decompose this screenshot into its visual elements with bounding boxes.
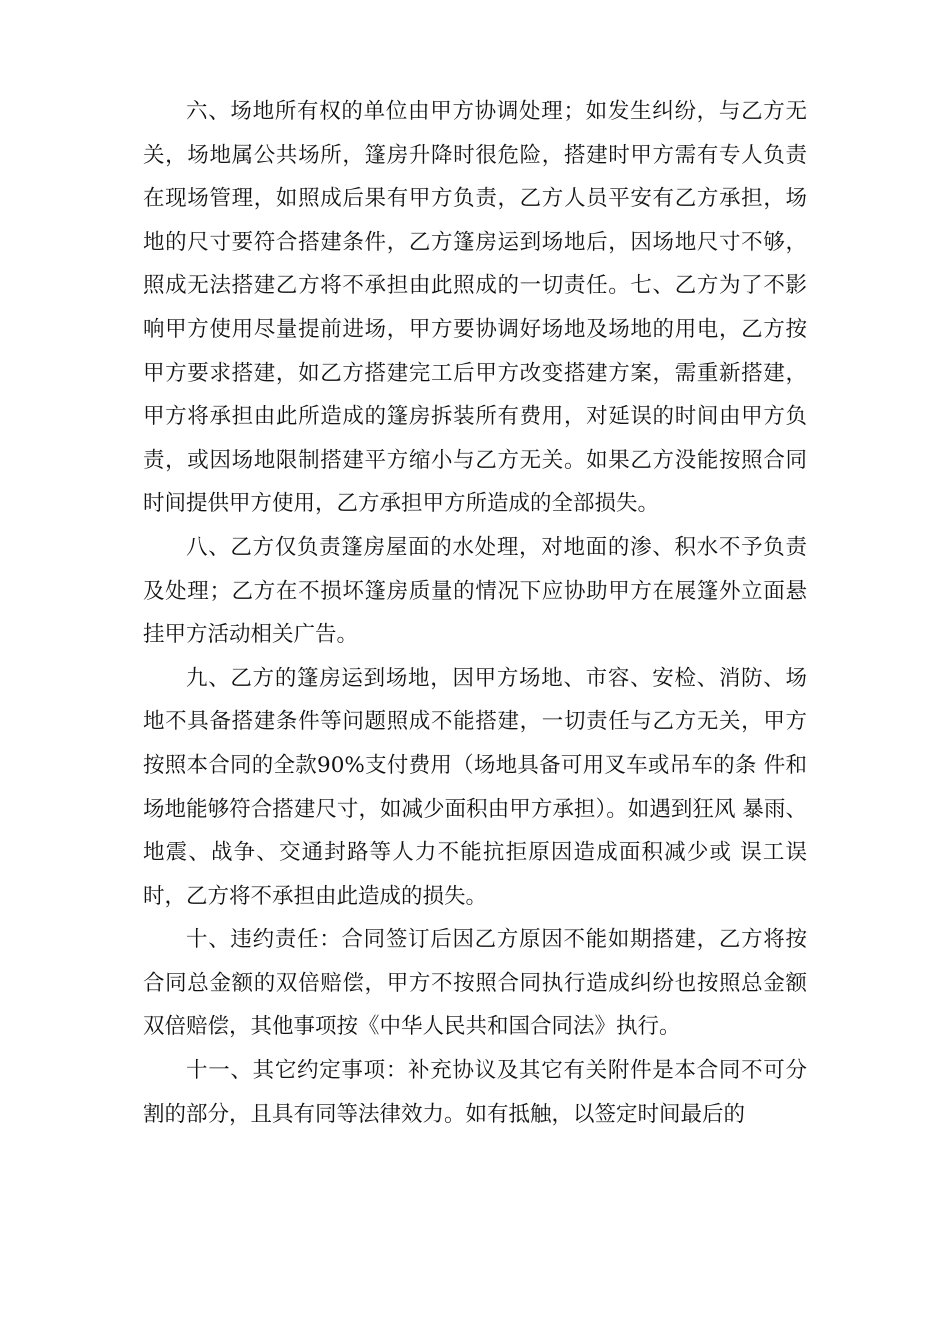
clause-10-paragraph: 十、违约责任：合同签订后因乙方原因不能如期搭建，乙方将按合同总金额的双倍赔偿，甲方不按照合同执行造成纠纷也按照总金额双倍赔偿，其他事项按《中华人民共和国合同法》执行。 bbox=[143, 927, 807, 1040]
clause-6-7-paragraph: 六、场地所有权的单位由甲方协调处理；如发生纠纷，与乙方无关，场地属公共场所，篷房升降时很危险，搭建时甲方需有专人负责在现场管理，如照成后果有甲方负责，乙方人员平安有乙方承担，场地的尺寸要符合搭建条件，乙方篷房运到场地后，因场地尺寸不够，照成无法搭建乙方将不承担由此照成的一切责任。七、乙方为了不影响甲方使用尽量提前进场，甲方要协调好场地及场地的用电，乙方按甲方要求搭建，如乙方搭建完工后甲方改变搭建方案，需重新搭建，甲方将承担由此所造成的篷房拆装所有费用，对延误的时间由甲方负责，或因场地限制搭建平方缩小与乙方无关。如果乙方没能按照合同时间提供甲方使用，乙方承担甲方所造成的全部损失。 bbox=[143, 99, 807, 517]
clause-11-paragraph: 十一、其它约定事项：补充协议及其它有关附件是本合同不可分割的部分，且具有同等法律效力。如有抵触，以签定时间最后的 bbox=[143, 1058, 807, 1127]
clause-9-paragraph: 九、乙方的篷房运到场地，因甲方场地、市容、安检、消防、场地不具备搭建条件等问题照成不能搭建，一切责任与乙方无关，甲方按照本合同的全款90%支付费用（场地具备可用叉车或吊车的条 件和场地能够符合搭建尺寸，如减少面积由甲方承担）。如遇到狂风 暴雨、地震、战争、交通封路等人力不能抗拒原因造成面积减少或 误工误时，乙方将不承担由此造成的损失。 bbox=[143, 665, 807, 909]
clause-8-paragraph: 八、乙方仅负责篷房屋面的水处理，对地面的渗、积水不予负责及处理；乙方在不损坏篷房质量的情况下应协助甲方在展篷外立面悬挂甲方活动相关广告。 bbox=[143, 534, 807, 648]
document-body bbox=[143, 90, 807, 1136]
